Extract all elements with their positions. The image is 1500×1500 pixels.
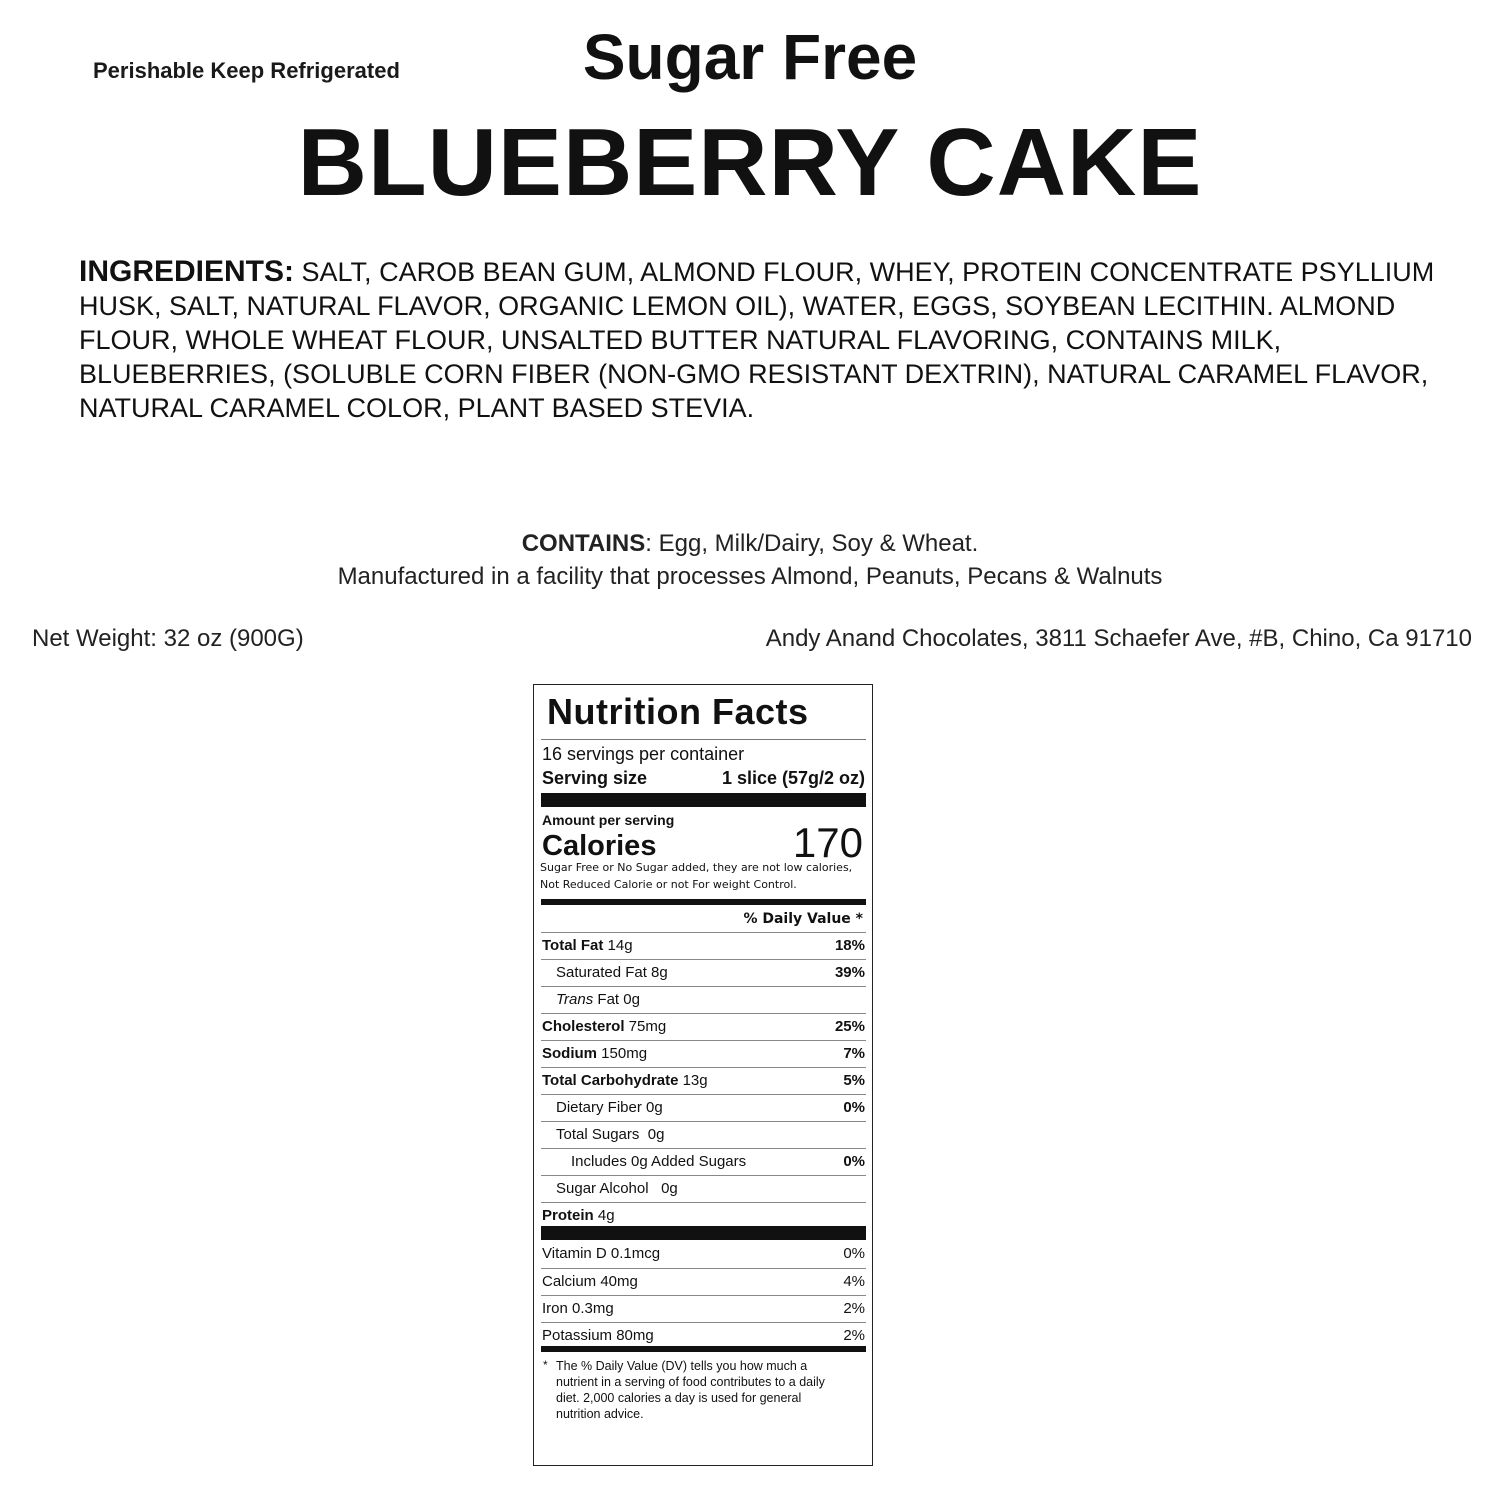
- nutrient-dv: 5%: [843, 1072, 865, 1089]
- serving-size-value: 1 slice (57g/2 oz): [721, 768, 865, 788]
- nutrient-amount: 75mg: [624, 1018, 667, 1035]
- nutrient-amount: 150mg: [597, 1045, 648, 1062]
- nutrient-row-saturated-fat: [541, 959, 866, 986]
- nutrient-amount: 4g: [593, 1207, 615, 1224]
- contains-label: CONTAINS: [521, 530, 646, 557]
- nutrient-dv: 0%: [843, 1153, 865, 1170]
- nutrient-label: Includes 0g Added Sugars: [571, 1153, 747, 1170]
- contains-text: : Egg, Milk/Dairy, Soy & Wheat.: [645, 530, 979, 557]
- vitamin-label: Iron 0.3mg: [542, 1300, 614, 1317]
- nutrient-row-total-sugars: [541, 1121, 866, 1148]
- thick-divider: [541, 793, 866, 807]
- calories-note-1: Sugar Free or No Sugar added, they are not low calories,: [540, 861, 853, 874]
- serving-size-label: Serving size: [542, 768, 648, 788]
- nutrient-row-total-carbohydrate: [541, 1067, 866, 1094]
- nutrient-amount: 13g: [678, 1072, 708, 1089]
- vitamin-dv: 0%: [843, 1245, 865, 1262]
- allergen-block: [0, 527, 1500, 593]
- nutrient-dv: 0%: [843, 1099, 865, 1116]
- amount-per-serving: Amount per serving: [542, 812, 675, 828]
- vitamin-row-vitamin-d: [541, 1241, 866, 1267]
- subtitle-text: Sugar Free: [582, 21, 918, 93]
- nutrient-label: Sodium: [542, 1045, 597, 1062]
- thick-divider: [541, 1226, 866, 1240]
- vitamin-label: Calcium 40mg: [542, 1273, 638, 1290]
- nutrient-dv: 18%: [834, 937, 865, 954]
- nutrition-title: Nutrition Facts: [547, 691, 809, 732]
- nutrient-dv: 7%: [843, 1045, 865, 1062]
- perishable-notice: Perishable Keep Refrigerated: [93, 58, 400, 83]
- nutrient-dv: 39%: [834, 964, 865, 981]
- nutrient-row-sugar-alcohol: [541, 1175, 866, 1202]
- servings-per-container: 16 servings per container: [542, 744, 745, 764]
- product-title: BLUEBERRY CAKE: [297, 109, 1203, 216]
- medium-divider: [541, 1346, 866, 1352]
- nutrient-dv: 25%: [834, 1018, 865, 1035]
- medium-divider: [541, 899, 866, 905]
- nutrient-row-total-fat: [541, 932, 866, 959]
- nutrition-facts-panel: [533, 684, 873, 1466]
- facility-line: Manufactured in a facility that processes Almond, Peanuts, Pecans & Walnuts: [337, 563, 1163, 590]
- product-subtitle: [0, 20, 1500, 94]
- nutrient-label: Trans: [556, 991, 594, 1008]
- nutrient-label: Total Sugars: [556, 1126, 640, 1143]
- nutrient-row-cholesterol: [541, 1013, 866, 1040]
- vitamin-dv: 4%: [843, 1273, 865, 1290]
- calories-value: 170: [792, 819, 863, 866]
- nutrient-amount: 0g: [639, 1126, 665, 1143]
- vitamin-label: Potassium 80mg: [542, 1327, 654, 1344]
- nutrient-amount: 14g: [603, 937, 633, 954]
- nutrient-label: Dietary Fiber: [556, 1099, 642, 1116]
- vitamin-label: Vitamin D 0.1mcg: [542, 1245, 661, 1262]
- nutrient-row-trans-fat: [541, 986, 866, 1013]
- daily-value-header: % Daily Value *: [743, 911, 863, 927]
- contains-line: [0, 527, 1500, 560]
- net-weight: Net Weight: 32 oz (900G): [32, 625, 304, 652]
- vitamin-row-potassium: [541, 1322, 866, 1349]
- vitamin-row-iron: [541, 1295, 866, 1322]
- calories-label: Calories: [542, 830, 657, 862]
- manufacturer-address: Andy Anand Chocolates, 3811 Schaefer Ave, #B, Chino, Ca 91710: [765, 625, 1472, 652]
- nutrient-row-protein: [541, 1202, 866, 1229]
- calories-note-2: Not Reduced Calorie or not For weight Control.: [540, 878, 797, 891]
- footnote-mark: *: [543, 1358, 548, 1372]
- vitamin-dv: 2%: [843, 1300, 865, 1317]
- ingredients-label: INGREDIENTS:: [79, 255, 295, 288]
- ingredients-block: [79, 255, 1459, 425]
- nutrient-row-added-sugars: [541, 1148, 866, 1175]
- nutrient-amount: 8g: [646, 964, 668, 981]
- nutrient-label: Sugar Alcohol: [556, 1180, 649, 1197]
- divider: [541, 739, 866, 740]
- nutrient-amount: Fat 0g: [593, 991, 640, 1008]
- nutrient-label: Cholesterol: [542, 1018, 625, 1035]
- nutrient-label: Protein: [542, 1207, 594, 1224]
- nutrient-row-dietary-fiber: [541, 1094, 866, 1121]
- nutrient-label: Saturated Fat: [556, 964, 647, 981]
- nutrient-label: Total Fat: [542, 937, 604, 954]
- nutrient-amount: 0g: [641, 1099, 663, 1116]
- ingredients-text: SALT, CAROB BEAN GUM, ALMOND FLOUR, WHEY, PROTEIN CONCENTRATE PSYLLIUM HUSK, SALT, NATURAL FLAVOR, ORGANIC LEMON OIL), WATER, EGGS, SOYBEAN LECITHIN. ALMOND FLOUR, WHOLE WHEAT FLOUR, UNSALTED BUTTER NATURAL FLAVORING, CONTAINS MILK, BLUEBERRIES, (SOLUBLE CORN FIBER (NON-GMO RESISTANT DEXTRIN), NATURAL CARAMEL FLAVOR, NATURAL CARAMEL COLOR, PLANT BASED STEVIA.: [79, 257, 1435, 423]
- vitamin-row-calcium: [541, 1268, 866, 1295]
- vitamin-dv: 2%: [843, 1327, 865, 1344]
- nutrient-row-sodium: [541, 1040, 866, 1067]
- nutrient-amount: 0g: [648, 1180, 678, 1197]
- daily-value-footnote: The % Daily Value (DV) tells you how much a nutrient in a serving of food contributes to a daily diet. 2,000 calories a day is used for general nutrition advice.: [556, 1359, 825, 1421]
- nutrient-label: Total Carbohydrate: [542, 1072, 679, 1089]
